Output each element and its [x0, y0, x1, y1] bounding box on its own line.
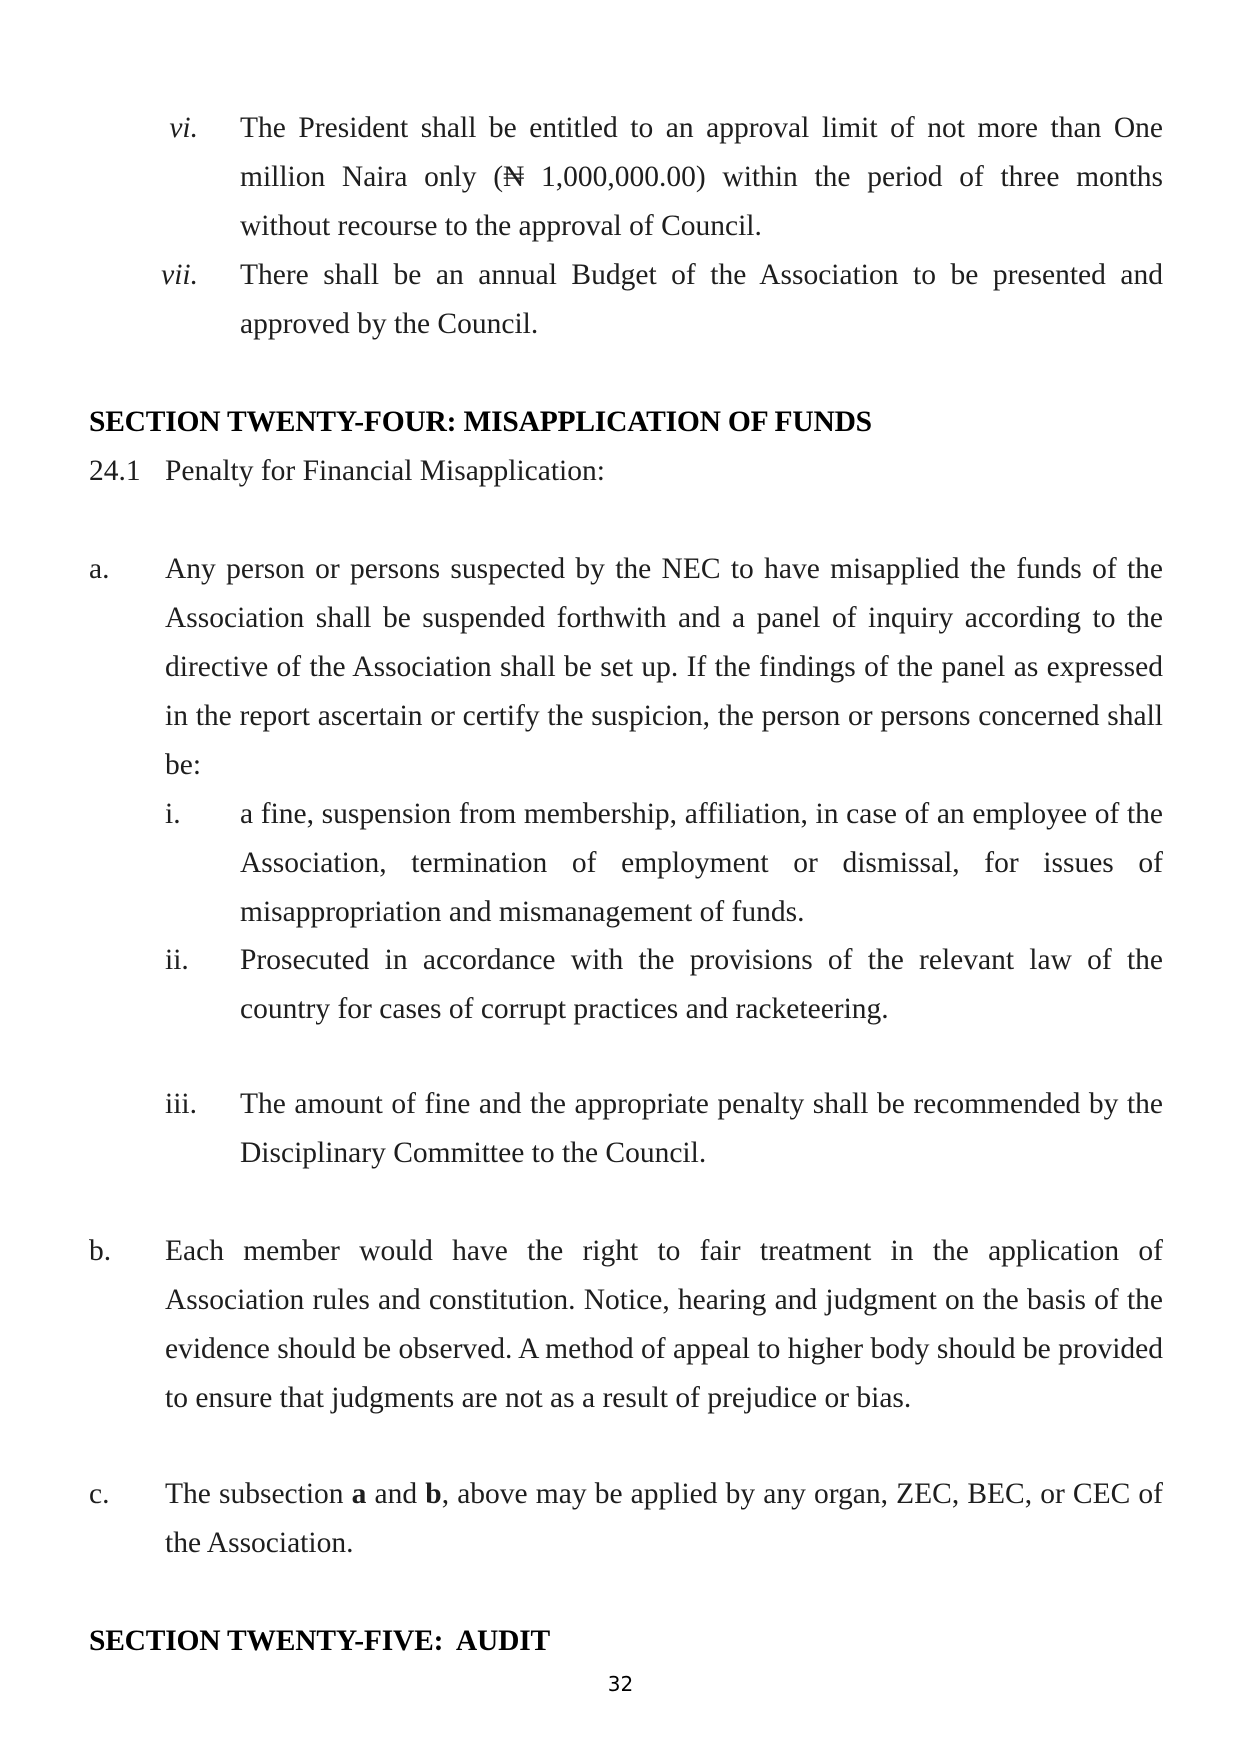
item-text: a fine, suspension from membership, affiliation, in case of an employee of the Association, termination of employment or dismissal, for issues of misappropriation and mismanagement of funds. [240, 798, 1163, 928]
item-label: ii. [165, 944, 189, 976]
page-number: 32 [607, 1672, 634, 1696]
item-text: Each member would have the right to fair treatment in the application of Association rules and constitution. Notice, hearing and judgment on the basis of the evidence should be observed. A method of appeal to higher body should be provided to ensure that judgments are not as a result of prejudice or bias. [165, 1235, 1163, 1414]
item-label: a. [89, 553, 110, 585]
item-text: The President shall be entitled to an approval limit of not more than One million Naira only (₦ 1,000,000.00) within the period of three months without recourse to the approval of Council. [240, 112, 1163, 242]
item-label: b. [89, 1235, 112, 1267]
bold-ref-a: a [351, 1478, 367, 1510]
item-label: iii. [165, 1088, 197, 1120]
bold-ref-b: b [425, 1478, 442, 1510]
text-segment: , above may be applied by any organ, ZEC, BEC, or CEC of the Association. [165, 1478, 1163, 1559]
subsection-number: 24.1 [89, 455, 141, 487]
subsection-title: Penalty for Financial Misapplication: [165, 455, 605, 487]
section-heading-25: SECTION TWENTY-FIVE: AUDIT [89, 1625, 550, 1657]
text-segment: The subsection [165, 1478, 352, 1510]
item-text [165, 1470, 1163, 1568]
text-segment: and [366, 1478, 426, 1510]
item-text: The amount of fine and the appropriate penalty shall be recommended by the Disciplinary Committee to the Council. [240, 1088, 1163, 1169]
item-label: vii. [161, 259, 198, 291]
section-heading-24: SECTION TWENTY-FOUR: MISAPPLICATION OF FUNDS [89, 406, 872, 438]
item-text: Prosecuted in accordance with the provisions of the relevant law of the country for cases of corrupt practices and racketeering. [240, 944, 1163, 1025]
item-text: Any person or persons suspected by the NEC to have misapplied the funds of the Association shall be suspended forthwith and a panel of inquiry according to the directive of the Association shall be set up. If the findings of the panel as expressed in the report ascertain or certify the suspicion, the person or persons concerned shall be: [165, 553, 1163, 781]
item-text: There shall be an annual Budget of the Association to be presented and approved by the Council. [240, 259, 1163, 340]
item-label: i. [165, 798, 181, 830]
item-label: vi. [169, 112, 198, 144]
item-label: c. [89, 1478, 110, 1510]
